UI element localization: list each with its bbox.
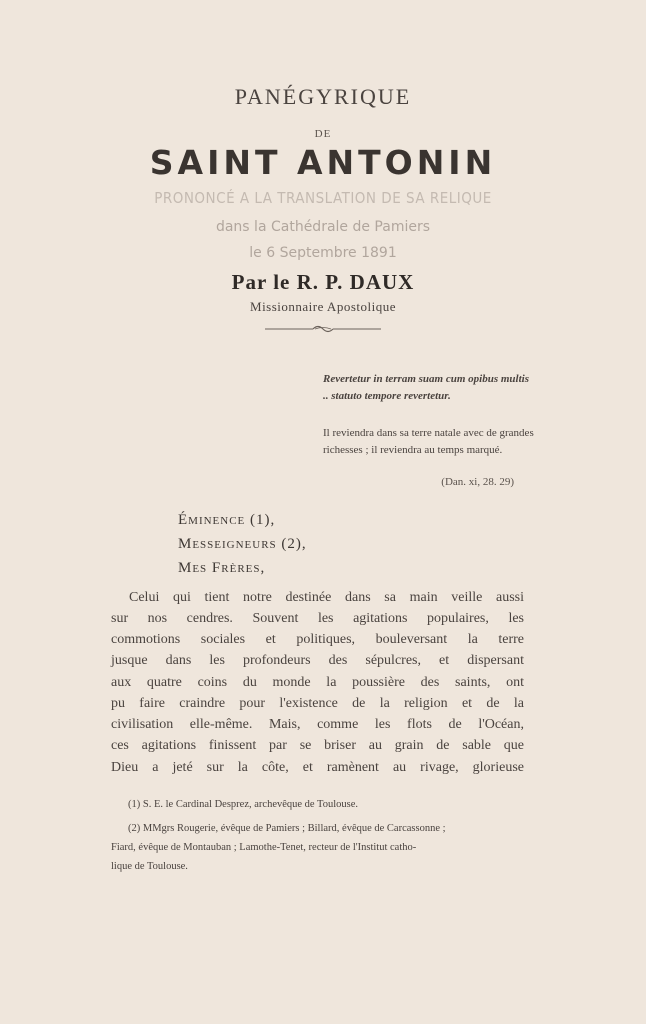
footnote-2-line-3: lique de Toulouse.: [111, 861, 188, 872]
body-line: sur nos cendres. Souvent les agitations populaires, les: [111, 611, 524, 626]
footnote-2-line-1: (2) MMgrs Rougerie, évêque de Pamiers ; Billard, évêque de Carcassonne ;: [128, 823, 446, 834]
body-line: Dieu a jeté sur la côte, et ramènent au rivage, glorieuse: [111, 760, 524, 775]
body-line: civilisation elle-même. Mais, comme les flots de l'Océan,: [111, 717, 524, 732]
title-panegyrique: PANÉGYRIQUE: [234, 84, 412, 109]
epigraph-latin: Revertetur in terram suam cum opibus multis .. statuto tempore revertetur.: [323, 373, 529, 402]
body-line: Celui qui tient notre destinée dans sa main veille aussi: [129, 590, 524, 605]
author-role: Missionnaire Apostolique: [250, 299, 396, 314]
ornament-divider-icon: [0, 322, 646, 336]
title-saint-antonin: SAINT ANTONIN: [149, 143, 497, 182]
epigraph-french: Il reviendra dans sa terre natale avec de grandes richesses ; il reviendra au temps marqué.: [323, 427, 534, 456]
salutation-messeigneurs: Messeigneurs (2),: [178, 536, 307, 552]
subtitle-cathedral: dans la Cathédrale de Pamiers: [215, 219, 431, 235]
body-line: commotions sociales et politiques, bouleversant la terre: [111, 632, 524, 647]
body-line: jusque dans les profondeurs des sépulcres, et dispersant: [111, 653, 524, 668]
subtitle-translation: PRONONCÉ A LA TRANSLATION DE SA RELIQUE: [154, 189, 492, 207]
salutation-eminence: Éminence (1),: [178, 512, 276, 528]
body-line: aux quatre coins du monde la poussière des saints, ont: [111, 675, 524, 690]
author-name: Par le R. P. DAUX: [231, 270, 415, 294]
title-de: DE: [314, 128, 332, 140]
salutation-freres: Mes Frères,: [178, 560, 266, 576]
epigraph-reference: (Dan. xi, 28. 29): [441, 476, 514, 488]
body-line: pu faire craindre pour l'existence de la religion et de la: [111, 696, 524, 711]
footnote-1: (1) S. E. le Cardinal Desprez, archevêque de Toulouse.: [128, 799, 358, 810]
footnote-2-line-2: Fiard, évêque de Montauban ; Lamothe-Tenet, recteur de l'Institut catho-: [111, 842, 417, 853]
subtitle-date: le 6 Septembre 1891: [249, 245, 397, 261]
body-line: ces agitations finissent par se briser au grain de sable que: [111, 738, 524, 753]
